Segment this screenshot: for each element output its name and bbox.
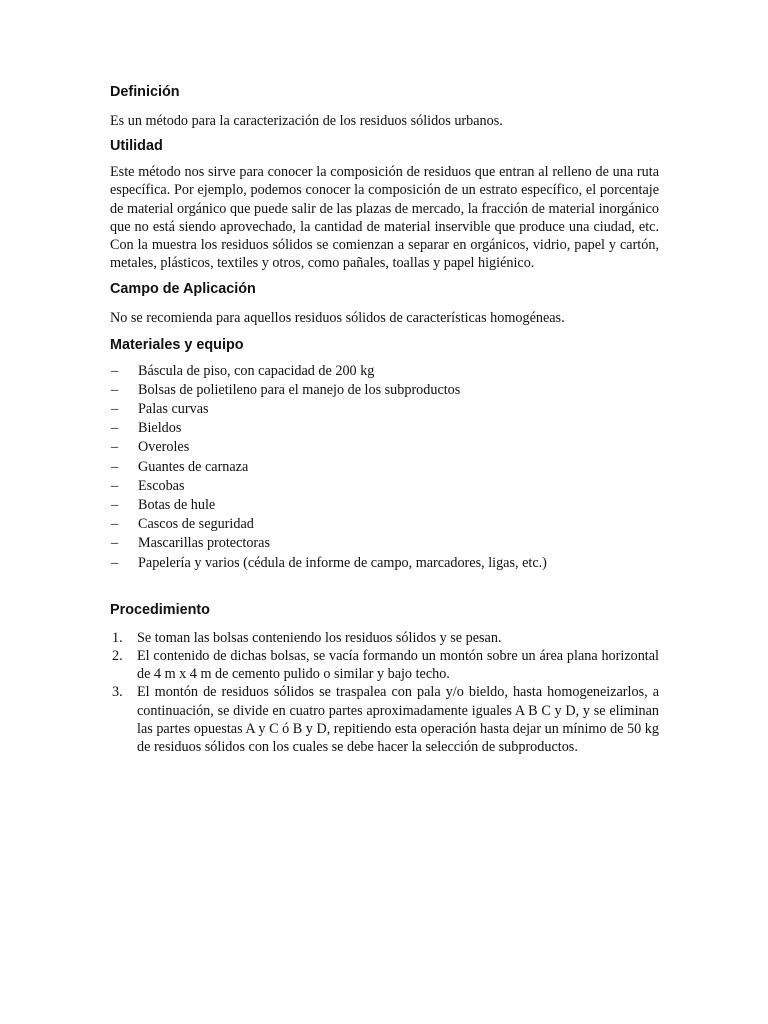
heading-procedimiento: Procedimiento (110, 601, 210, 618)
step-number: 1. (112, 629, 123, 646)
dash-bullet: – (111, 554, 119, 571)
list-item (110, 419, 659, 438)
dash-bullet: – (111, 362, 119, 379)
list-item-text: Palas curvas (138, 401, 209, 418)
document-page (110, 82, 659, 756)
heading-utilidad: Utilidad (110, 138, 163, 155)
list-item-text: Bieldos (138, 420, 182, 437)
list-item (110, 381, 659, 400)
step-item (110, 683, 659, 756)
step-item (110, 647, 659, 683)
step-text: El contenido de dichas bolsas, se vacía formando un montón sobre un área plana horizontal de 4 m x 4 m de cemento pulido o similar y bajo techo. (137, 648, 659, 683)
utilidad-text: Este método nos sirve para conocer la composición de residuos que entran al relleno de una ruta específica. Por ejemplo, podemos conocer la composición de un estrato específico, el porcentaje de material orgánico que puede salir de las plazas de mercado, la fracción de material inorgánico que no está siendo aprovechado, la cantidad de material inservible que produce una ciudad, etc. Con la muestra los residuos sólidos se comienzan a separar en orgánicos, vidrio, papel y cartón, metales, plásticos, textiles y otros, como pañales, toallas y papel higiénico. (110, 164, 659, 272)
list-item-text: Guantes de carnaza (138, 458, 249, 475)
step-text: El montón de residuos sólidos se traspalea con pala y/o bieldo, hasta homogeneizarlos, a continuación, se divide en cuatro partes aproximadamente iguales A B C y D, y se eliminan las partes opuestas A y C ó B y D, repitiendo esta operación hasta dejar un mínimo de 50 kg de residuos sólidos con los cuales se debe hacer la selección de subproductos. (137, 684, 659, 756)
list-item (110, 458, 659, 477)
dash-bullet: – (111, 497, 119, 514)
list-item (110, 477, 659, 496)
campo-aplicacion-text: No se recomienda para aquellos residuos sólidos de características homogéneas. (110, 310, 565, 327)
dash-bullet: – (111, 439, 119, 456)
dash-bullet: – (111, 420, 119, 437)
list-item-text: Mascarillas protectoras (138, 535, 270, 552)
list-item-text: Báscula de piso, con capacidad de 200 kg (138, 362, 375, 379)
step-item (110, 629, 659, 647)
list-item (110, 362, 659, 381)
list-item (110, 534, 659, 553)
definicion-text: Es un método para la caracterización de los residuos sólidos urbanos. (110, 113, 503, 129)
dash-bullet: – (111, 516, 119, 533)
list-item (110, 496, 659, 515)
heading-definicion: Definición (110, 84, 180, 100)
list-item (110, 515, 659, 534)
list-item-text: Escobas (138, 477, 185, 494)
step-number: 2. (112, 648, 123, 665)
list-item (110, 438, 659, 457)
dash-bullet: – (111, 535, 119, 552)
heading-materiales-equipo: Materiales y equipo (110, 336, 244, 353)
materiales-list (110, 362, 659, 573)
step-number: 3. (112, 684, 123, 701)
procedimiento-steps (110, 629, 659, 756)
heading-campo-aplicacion: Campo de Aplicación (110, 281, 256, 298)
list-item (110, 400, 659, 419)
list-item-text: Overoles (138, 439, 190, 456)
list-item-text: Botas de hule (138, 497, 216, 514)
list-item-text: Papelería y varios (cédula de informe de campo, marcadores, ligas, etc.) (138, 554, 547, 571)
dash-bullet: – (111, 381, 119, 398)
step-text: Se toman las bolsas conteniendo los residuos sólidos y se pesan. (137, 629, 502, 646)
list-item-text: Cascos de seguridad (138, 516, 254, 533)
list-item-text: Bolsas de polietileno para el manejo de los subproductos (138, 381, 461, 398)
dash-bullet: – (111, 477, 119, 494)
dash-bullet: – (111, 458, 119, 475)
dash-bullet: – (111, 401, 119, 418)
list-item (110, 554, 659, 573)
